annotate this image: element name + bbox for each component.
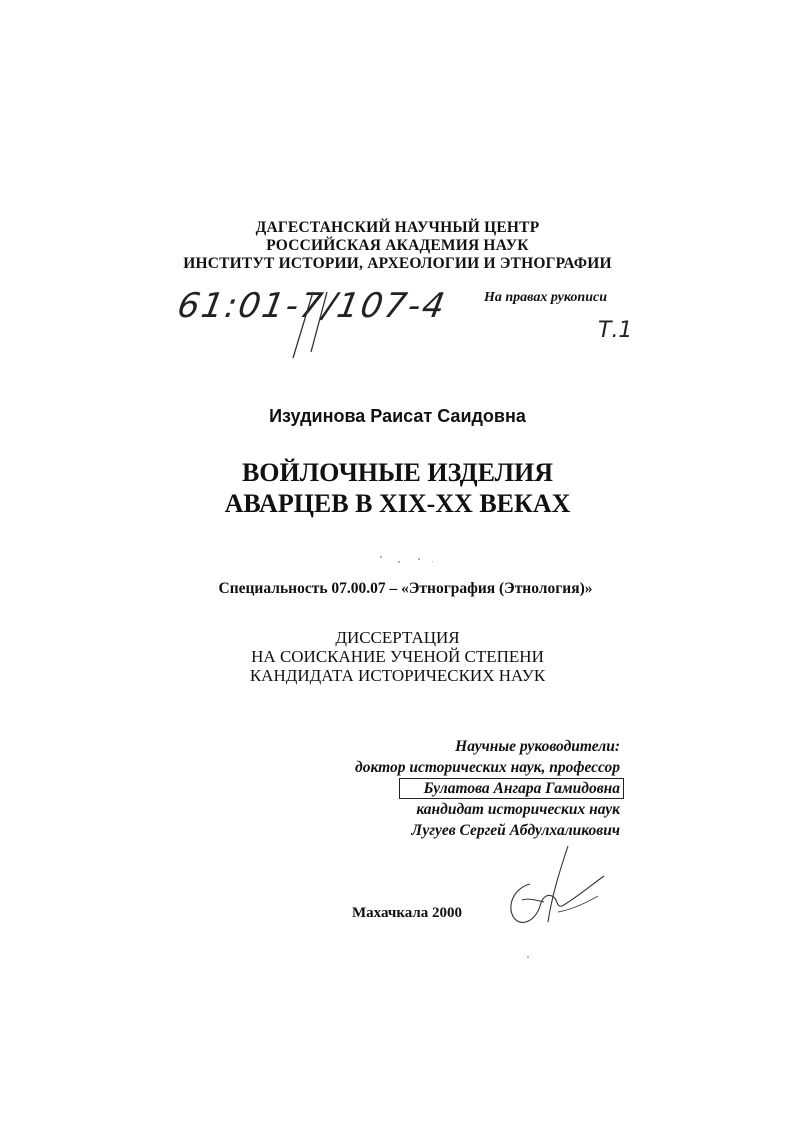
title-line-2: АВАРЦЕВ В XIX-XX ВЕКАХ: [224, 489, 571, 518]
handwritten-signature: [500, 840, 620, 940]
author-name: Изудинова Раисат Саидовна: [269, 406, 526, 426]
title-line-1: ВОЙЛОЧНЫЕ ИЗДЕЛИЯ: [241, 458, 554, 487]
degree-line-3: КАНДИДАТА ИСТОРИЧЕСКИХ НАУК: [249, 666, 546, 685]
degree-block: [0, 628, 795, 685]
scan-speck: [380, 556, 382, 558]
scan-speck: [418, 558, 420, 560]
organization-academy: РОССИЙСКАЯ АКАДЕМИЯ НАУК: [266, 237, 529, 254]
scan-speck: [527, 956, 529, 958]
degree-line-1: ДИССЕРТАЦИЯ: [335, 628, 460, 647]
scan-speck: [432, 561, 433, 562]
supervisors-block: [355, 736, 620, 841]
degree-line-2: НА СОИСКАНИЕ УЧЕНОЙ СТЕПЕНИ: [251, 647, 544, 666]
place-and-year: Махачкала 2000: [352, 905, 463, 921]
handwritten-volume-mark: Т.1: [598, 318, 633, 343]
handwritten-slash-strokes: [285, 288, 345, 368]
dissertation-title: [0, 457, 795, 519]
supervisor-2-degree: кандидат исторических наук: [416, 801, 620, 818]
rights-notice: На правах рукописи: [484, 290, 607, 305]
supervisor-1-degree: доктор исторических наук, профессор: [355, 759, 620, 776]
supervisor-2-name: Лугуев Сергей Абдулхаликович: [411, 822, 620, 839]
organization-institute: ИНСТИТУТ ИСТОРИИ, АРХЕОЛОГИИ И ЭТНОГРАФИИ: [183, 255, 612, 272]
supervisors-heading: Научные руководители:: [455, 738, 620, 755]
organization-header: [0, 219, 795, 273]
scan-speck: [398, 561, 400, 563]
specialty-line: Специальность 07.00.07 – «Этнография (Этнология)»: [218, 580, 593, 597]
supervisor-1-name: Булатова Ангара Гамидовна: [399, 778, 624, 799]
handwritten-archive-code: 61:01-7/107-4: [174, 286, 450, 326]
organization-center: ДАГЕСТАНСКИЙ НАУЧНЫЙ ЦЕНТР: [255, 219, 540, 236]
